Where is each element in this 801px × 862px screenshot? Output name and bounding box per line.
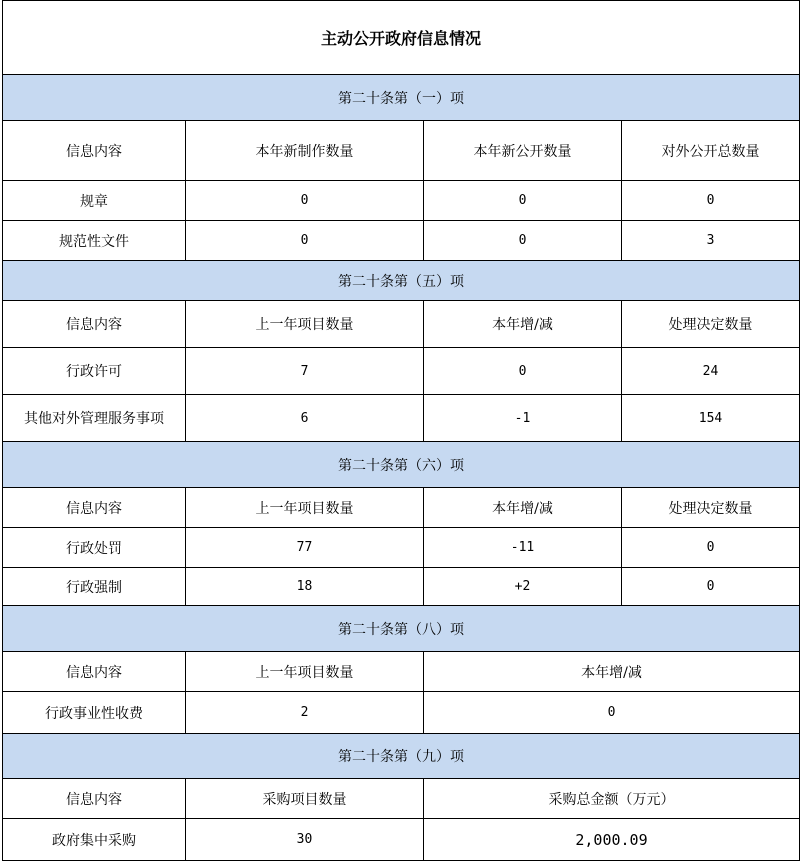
column-header: 本年增/减	[424, 652, 800, 692]
cell-value: 2	[186, 692, 424, 734]
table-row	[3, 819, 800, 861]
disclosure-table	[2, 0, 800, 861]
row-label: 规范性文件	[3, 221, 186, 261]
row-label: 行政处罚	[3, 528, 186, 568]
row-label: 其他对外管理服务事项	[3, 395, 186, 442]
section-heading-row	[3, 606, 800, 652]
row-label: 行政强制	[3, 568, 186, 606]
cell-value: -1	[424, 395, 622, 442]
column-header: 信息内容	[3, 488, 186, 528]
section-heading: 第二十条第（六）项	[3, 442, 800, 488]
cell-value: 6	[186, 395, 424, 442]
header-row	[3, 301, 800, 348]
table-row	[3, 568, 800, 606]
column-header: 信息内容	[3, 779, 186, 819]
cell-value: -11	[424, 528, 622, 568]
section-heading: 第二十条第（九）项	[3, 734, 800, 779]
column-header: 本年新制作数量	[186, 121, 424, 181]
table-row	[3, 348, 800, 395]
cell-value: 30	[186, 819, 424, 861]
section-heading-row	[3, 442, 800, 488]
cell-value: 0	[622, 528, 800, 568]
cell-value: 0	[186, 221, 424, 261]
row-label: 行政许可	[3, 348, 186, 395]
cell-value: 18	[186, 568, 424, 606]
page-title: 主动公开政府信息情况	[3, 1, 800, 75]
cell-value: 0	[186, 181, 424, 221]
header-row	[3, 652, 800, 692]
title-row	[3, 1, 800, 75]
column-header: 本年增/减	[424, 488, 622, 528]
cell-value: 24	[622, 348, 800, 395]
header-row	[3, 488, 800, 528]
section-heading: 第二十条第（八）项	[3, 606, 800, 652]
column-header: 处理决定数量	[622, 488, 800, 528]
section-heading: 第二十条第（一）项	[3, 75, 800, 121]
section-heading: 第二十条第（五）项	[3, 261, 800, 301]
section-heading-row	[3, 734, 800, 779]
cell-value: 0	[622, 181, 800, 221]
cell-value: 77	[186, 528, 424, 568]
column-header: 信息内容	[3, 652, 186, 692]
column-header: 上一年项目数量	[186, 652, 424, 692]
column-header: 本年增/减	[424, 301, 622, 348]
header-row	[3, 779, 800, 819]
cell-value: 0	[424, 348, 622, 395]
column-header: 采购总金额（万元）	[424, 779, 800, 819]
cell-value: 2,000.09	[424, 819, 800, 861]
column-header: 上一年项目数量	[186, 301, 424, 348]
table-row	[3, 528, 800, 568]
table-row	[3, 692, 800, 734]
column-header: 对外公开总数量	[622, 121, 800, 181]
cell-value: 0	[424, 692, 800, 734]
table-row	[3, 181, 800, 221]
column-header: 信息内容	[3, 301, 186, 348]
column-header: 信息内容	[3, 121, 186, 181]
section-heading-row	[3, 75, 800, 121]
cell-value: 0	[424, 221, 622, 261]
column-header: 上一年项目数量	[186, 488, 424, 528]
header-row	[3, 121, 800, 181]
cell-value: 0	[424, 181, 622, 221]
column-header: 采购项目数量	[186, 779, 424, 819]
section-heading-row	[3, 261, 800, 301]
cell-value: 7	[186, 348, 424, 395]
cell-value: 154	[622, 395, 800, 442]
row-label: 规章	[3, 181, 186, 221]
row-label: 政府集中采购	[3, 819, 186, 861]
row-label: 行政事业性收费	[3, 692, 186, 734]
cell-value: 0	[622, 568, 800, 606]
table-row	[3, 395, 800, 442]
column-header: 本年新公开数量	[424, 121, 622, 181]
cell-value: +2	[424, 568, 622, 606]
cell-value: 3	[622, 221, 800, 261]
table-row	[3, 221, 800, 261]
column-header: 处理决定数量	[622, 301, 800, 348]
